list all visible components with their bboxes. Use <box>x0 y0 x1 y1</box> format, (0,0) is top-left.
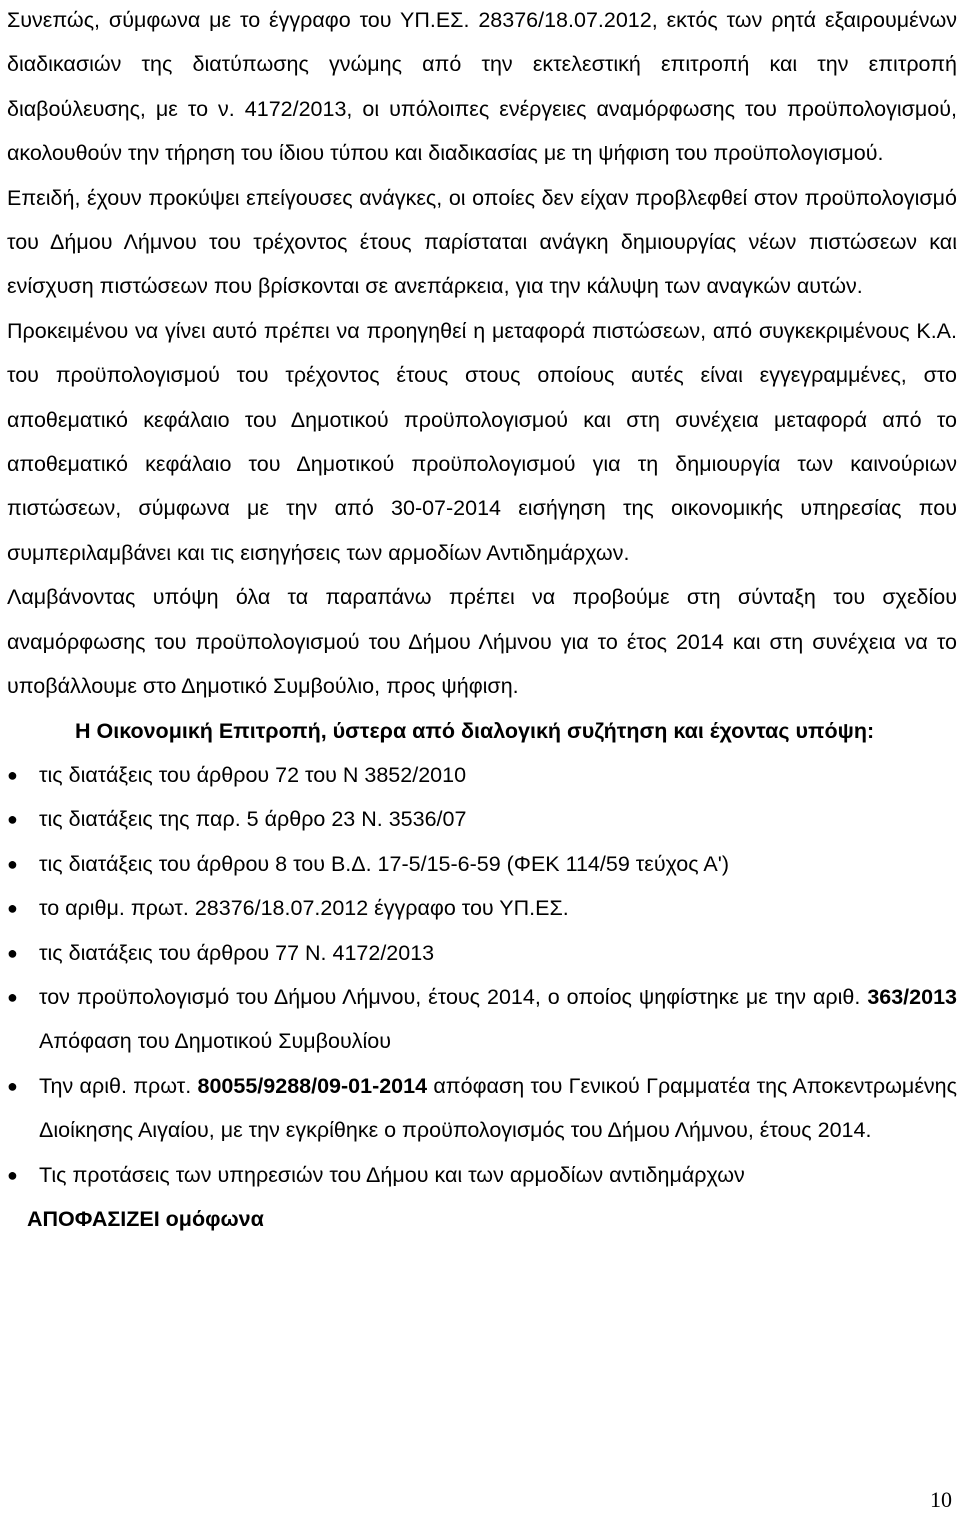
list-item-text: Την αριθ. πρωτ. <box>39 1073 198 1098</box>
paragraph-conclusion: Λαμβάνοντας υπόψη όλα τα παραπάνω πρέπει να προβούμε στη σύνταξη του σχεδίου αναμόρφωσης του προϋπολογισμού του Δήμου Λήμνου για το έτος 2014 και στη συνέχεια να το υποβάλλουμε στο Δημοτικό Συμβούλιο, προς ψήφιση. <box>7 585 957 699</box>
document-body <box>7 0 957 1241</box>
list-item-text: τις διατάξεις του άρθρου 8 του Β.Δ. 17-5/15-6-59 (ΦΕΚ 114/59 τεύχος Α') <box>39 851 730 876</box>
bullet-icon: ● <box>7 942 18 963</box>
bullet-icon: ● <box>7 1075 18 1096</box>
list-item <box>7 753 957 797</box>
list-item <box>7 886 957 930</box>
decision-heading: ΑΠΟΦΑΣΙΖΕΙ ομόφωνα <box>27 1206 264 1231</box>
bullet-icon: ● <box>7 986 18 1007</box>
list-item <box>7 797 957 841</box>
list-item <box>7 931 957 975</box>
paragraph-credit-transfer: Προκειμένου να γίνει αυτό πρέπει να προηγηθεί η μεταφορά πιστώσεων, από συγκεκριμένους Κ.Α. του προϋπολογισμού του τρέχοντος έτους στους οποίους αυτές είναι εγγεγραμμένες, στο αποθεματικό κεφάλαιο του Δημοτικού προϋπολογισμού και στη συνέχεια μεταφορά από το αποθεματικό κεφάλαιο του Δημοτικού προϋπολογισμού για τη δημιουργία των καινούριων πιστώσεων, σύμφωνα με την από 30-07-2014 εισήγηση της οικονομικής υπηρεσίας που συμπεριλαμβάνει και τις εισηγήσεις των αρμοδίων Αντιδημάρχων. <box>7 318 957 565</box>
bullet-icon: ● <box>7 853 18 874</box>
list-item-text: τον προϋπολογισμό του Δήμου Λήμνου, έτους 2014, ο οποίος ψηφίστηκε με την αριθ. <box>39 984 868 1009</box>
list-item-text: το αριθμ. πρωτ. 28376/18.07.2012 έγγραφο του ΥΠ.ΕΣ. <box>39 896 569 921</box>
paragraph-urgent-needs: Επειδή, έχουν προκύψει επείγουσες ανάγκες, οι οποίες δεν είχαν προβλεφθεί στον προϋπολογισμό του Δήμου Λήμνου του τρέχοντος έτους παρίσταται ανάγκη δημιουργίας νέων πιστώσεων και ενίσχυση πιστώσεων που βρίσκονται σε ανεπάρκεια, για την κάλυψη των αναγκών αυτών. <box>7 185 957 299</box>
bullet-icon: ● <box>7 764 18 785</box>
protocol-number: 80055/9288/09-01-2014 <box>197 1073 428 1098</box>
list-item-text: τις διατάξεις της παρ. 5 άρθρο 23 Ν. 3536/07 <box>39 807 467 832</box>
list-item <box>7 1153 957 1197</box>
decision-number: 363/2013 <box>867 984 957 1009</box>
considerations-list <box>7 753 957 1197</box>
bullet-icon: ● <box>7 898 18 919</box>
bullet-icon: ● <box>7 809 18 830</box>
list-item-text: απόφαση του Γενικού Γραμματέα της Αποκεντρωμένης Διοίκησης Αιγαίου, με την εγκρίθηκε ο προϋπολογισμός του Δήμου Λήμνου, έτους 2014. <box>39 1073 957 1143</box>
list-item-text: τις διατάξεις του άρθρου 77 Ν. 4172/2013 <box>39 940 435 965</box>
paragraph-budget-procedure: Συνεπώς, σύμφωνα με το έγγραφο του ΥΠ.ΕΣ. 28376/18.07.2012, εκτός των ρητά εξαιρουμένων διαδικασιών της διατύπωσης γνώμης από την εκτελεστική επιτροπή και την επιτροπή διαβούλευσης, με το ν. 4172/2013, οι υπόλοιπες ενέργειες αναμόρφωσης του προϋπολογισμού, ακολουθούν την τήρηση του ίδιου τύπου και διαδικασίας με τη ψήφιση του προϋπολογισμού. <box>7 8 957 166</box>
list-item-text: Τις προτάσεις των υπηρεσιών του Δήμου και των αρμοδίων αντιδημάρχων <box>39 1162 745 1187</box>
list-item-text: Απόφαση του Δημοτικού Συμβουλίου <box>39 1029 391 1054</box>
committee-heading: Η Οικονομική Επιτροπή, ύστερα από διαλογική συζήτηση και έχοντας υπόψη: <box>75 718 875 743</box>
list-item-text: τις διατάξεις του άρθρου 72 του Ν 3852/2010 <box>39 762 467 787</box>
page-number: 10 <box>930 1487 952 1512</box>
list-item <box>7 1064 957 1153</box>
list-item <box>7 975 957 1064</box>
bullet-icon: ● <box>7 1164 18 1185</box>
list-item <box>7 842 957 886</box>
